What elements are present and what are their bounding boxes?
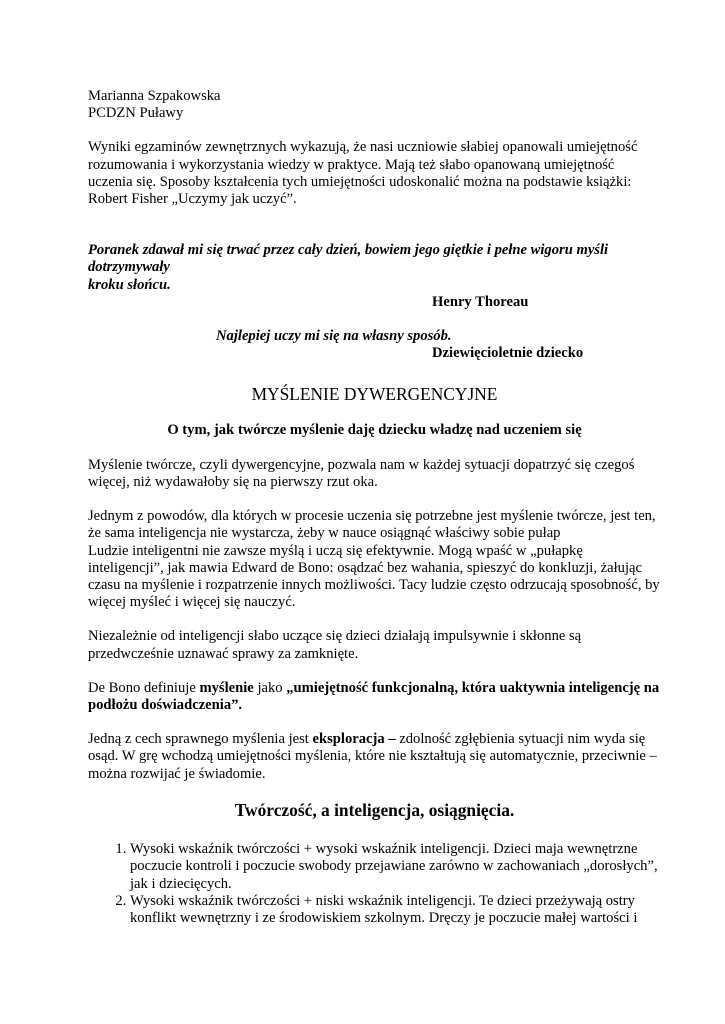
quote-child-text: Najlepiej uczy mi się na własny sposób. xyxy=(216,328,452,345)
paragraph-4-pre: De Bono definiuje xyxy=(88,679,200,696)
list-item: 2. Wysoki wskaźnik twórczości + niski wskaźnik inteligencji. Te dzieci przeżywają ostry konflikt wewnętrzny i ze środowiskiem szkolnym. Dręczy je poczucie małej wartości i xyxy=(130,893,661,927)
section-title-creativity: Twórczość, a inteligencja, osiągnięcia. xyxy=(234,799,515,820)
quote-child-author: Dziewięcioletnie dziecko xyxy=(432,345,584,362)
quote-thoreau-author: Henry Thoreau xyxy=(432,293,529,310)
paragraph-3: Niezależnie od inteligencji słabo uczące się dzieci działają impulsywnie i skłonne są przedwcześnie uznawać sprawy za zamknięte. xyxy=(88,628,582,662)
paragraph-5 xyxy=(88,731,661,783)
paragraph-2 xyxy=(88,508,661,611)
paragraph-4-definition: „umiejętność funkcjonalną, która uaktywnia inteligencję na podłożu doświadczenia”. xyxy=(88,679,660,714)
creativity-list xyxy=(88,841,661,927)
quote-thoreau-line1: Poranek zdawał mi się trwać przez cały dzień, bowiem jego giętkie i pełne wigoru myśli dotrzymywały xyxy=(88,242,609,276)
list-item: 1. Wysoki wskaźnik twórczości + wysoki wskaźnik inteligencji. Dzieci maja wewnętrzne poczucie kontroli i poczucie swobody przejawiane zarówno w zachowaniach „dorosłych”, jak i dziecięcych. xyxy=(130,841,661,893)
institution-name: PCDZN Puławy xyxy=(88,105,184,122)
intro-paragraph: Wyniki egzaminów zewnętrznych wykazują, że nasi uczniowie słabiej opanowali umiejętność rozumowania i wykorzystania wiedzy w praktyce. Mają też słabo opanowaną umiejętność uczenia się. Sposoby kształcenia tych umiejętności udoskonalić można na podstawie książki: Robert Fisher „Uczymy jak uczyć”. xyxy=(88,139,638,208)
author-name: Marianna Szpakowska xyxy=(88,88,221,104)
paragraph-2-line1: Jednym z powodów, dla których w procesie uczenia się potrzebne jest myślenie twórcze, jest ten, że sama inteligencja nie wystarcza, żeby w nauce osiągnąć właściwy sobie pułap xyxy=(88,508,656,542)
paragraph-4 xyxy=(88,680,661,714)
paragraph-4-term: myślenie xyxy=(199,679,254,696)
paragraph-5-pre: Jedną z cech sprawnego myślenia jest xyxy=(88,731,313,748)
quote-thoreau xyxy=(88,242,661,311)
paragraph-5-term: eksploracja – xyxy=(312,731,396,748)
page-subtitle: O tym, jak twórcze myślenie daję dziecku władzę nad uczeniem się xyxy=(167,421,582,438)
paragraph-4-mid: jako xyxy=(253,679,287,696)
page-title: MYŚLENIE DYWERGENCYJNE xyxy=(251,384,498,405)
paragraph-1: Myślenie twórcze, czyli dywergencyjne, pozwala nam w każdej sytuacji dopatrzyć się czegoś więcej, niż wydawałoby się na pierwszy rzut oka. xyxy=(88,456,635,491)
paragraph-2-line2: Ludzie inteligentni nie zawsze myślą i uczą się efektywnie. Mogą wpaść w „pułapkę inteligencji”, jak mawia Edward de Bono: osądzać bez wahania, spieszyć do konkluzji, żałując czasu na myślenie i rozpatrzenie innych możliwości. Tacy ludzie często odrzucają sposobność, by więcej myśleć i więcej się nauczyć. xyxy=(88,542,660,611)
quote-thoreau-line2: kroku słońcu. xyxy=(88,276,171,293)
quote-child xyxy=(88,328,661,362)
paragraph-5-post: zdolność zgłębienia sytuacji nim wyda się osąd. W grę wchodzą umiejętności myślenia, które nie kształtują się automatycznie, przeciwnie – można rozwijać je świadomie. xyxy=(88,731,657,782)
